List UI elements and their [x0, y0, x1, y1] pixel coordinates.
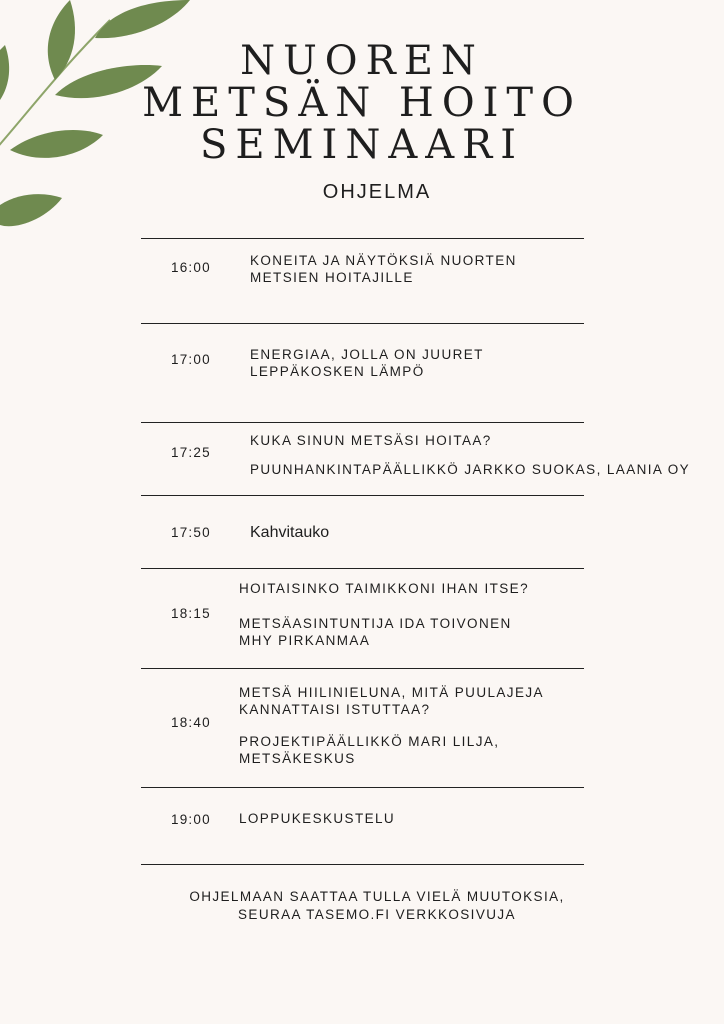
schedule-time: 18:40 [171, 715, 211, 730]
schedule-line: KANNATTAISI ISTUTTAA? [239, 702, 431, 717]
divider [141, 495, 584, 496]
schedule-line: METSÄ HIILINIELUNA, MITÄ PUULAJEJA [239, 685, 544, 700]
divider [141, 864, 584, 865]
page-title [0, 40, 724, 166]
schedule-line: METSIEN HOITAJILLE [250, 270, 414, 285]
schedule-description [239, 684, 544, 767]
schedule-time: 16:00 [171, 260, 211, 275]
schedule-line: PUUNHANKINTAPÄÄLLIKKÖ JARKKO SUOKAS, LAANIA OY [250, 462, 691, 477]
schedule-time: 18:15 [171, 606, 211, 621]
schedule-line: METSÄKESKUS [239, 751, 356, 766]
schedule-line: Kahvitauko [250, 524, 330, 541]
divider [141, 568, 584, 569]
schedule-description [250, 252, 517, 286]
schedule-line: ENERGIAA, JOLLA ON JUURET [250, 347, 484, 362]
schedule-line: METSÄASINTUNTIJA IDA TOIVONEN [239, 616, 512, 631]
schedule-time: 17:00 [171, 352, 211, 367]
schedule-time: 17:50 [171, 525, 211, 540]
footer-note [0, 888, 724, 924]
footer-line-1: OHJELMAAN SAATTAA TULLA VIELÄ MUUTOKSIA, [189, 889, 565, 904]
schedule-line: LOPPUKESKUSTELU [239, 811, 396, 826]
schedule-description [239, 810, 395, 827]
title-line-1: NUOREN [240, 38, 484, 84]
schedule-description [239, 580, 529, 649]
schedule-description [250, 346, 484, 380]
footer-line-2: SEURAA TASEMO.FI VERKKOSIVUJA [238, 907, 516, 922]
divider [141, 422, 584, 423]
schedule-description [250, 524, 329, 541]
schedule-line: LEPPÄKOSKEN LÄMPÖ [250, 364, 425, 379]
divider [141, 668, 584, 669]
schedule-time: 19:00 [171, 812, 211, 827]
schedule-line: PROJEKTIPÄÄLLIKKÖ MARI LILJA, [239, 734, 500, 749]
divider [141, 787, 584, 788]
divider [141, 323, 584, 324]
schedule-line: HOITAISINKO TAIMIKKONI IHAN ITSE? [239, 581, 529, 596]
program-heading: OHJELMA [322, 181, 432, 203]
schedule-line: KONEITA JA NÄYTÖKSIÄ NUORTEN [250, 253, 517, 268]
schedule-description [250, 432, 690, 478]
title-line-2: METSÄN HOITO [142, 80, 582, 126]
schedule-time: 17:25 [171, 445, 211, 460]
divider [141, 238, 584, 239]
schedule-line: KUKA SINUN METSÄSI HOITAA? [250, 433, 492, 448]
title-line-3: SEMINAARI [199, 122, 525, 168]
schedule-line: MHY PIRKANMAA [239, 633, 371, 648]
